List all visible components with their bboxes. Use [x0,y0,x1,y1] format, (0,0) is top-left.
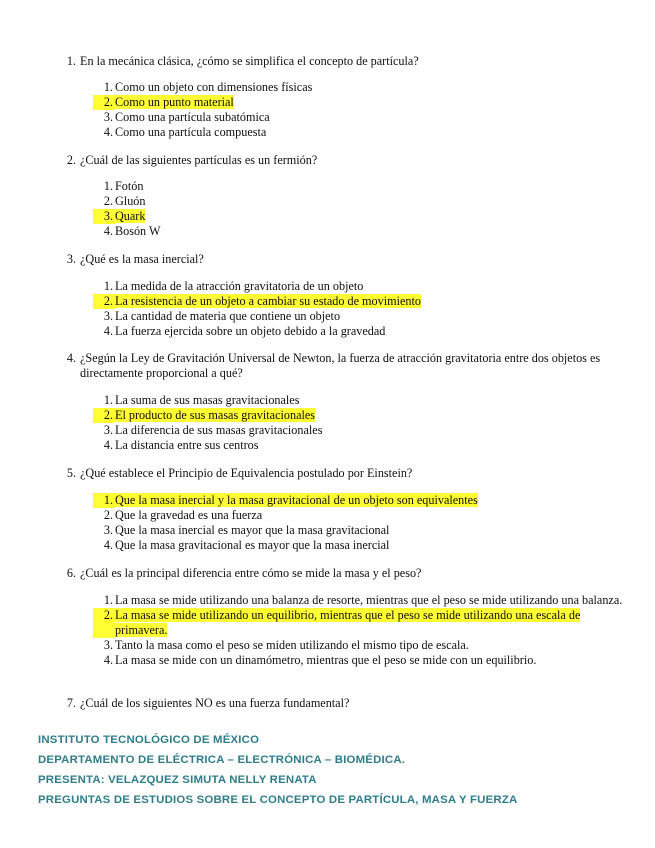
option-number: 4. [103,224,113,238]
option-text: Que la masa inercial es mayor que la masa gravitacional [115,523,390,537]
option-item [93,438,623,453]
option-text: Que la masa gravitacional es mayor que la masa inercial [115,538,390,552]
question-text: ¿Qué es la masa inercial? [80,252,204,266]
option-number: 1. [103,393,113,407]
option-item-answer [93,608,623,638]
option-item [93,393,623,408]
option-item [93,423,623,438]
options-list-5 [93,493,623,553]
option-item [93,125,623,140]
option-text: Bosón W [115,224,161,238]
question-text: ¿Qué establece el Principio de Equivalencia postulado por Einstein? [80,466,413,480]
option-text: La resistencia de un objeto a cambiar su estado de movimiento [115,294,421,308]
document-footer [38,730,638,810]
option-text: La cantidad de materia que contiene un objeto [115,309,341,323]
question-text: ¿Cuál de las siguientes partículas es un fermión? [80,153,318,167]
option-text: Como un punto material [115,95,234,109]
question-text: ¿Cuál es la principal diferencia entre cómo se mide la masa y el peso? [80,566,422,580]
option-item-answer [93,408,623,423]
option-number: 3. [93,209,115,224]
option-item-answer [93,95,623,110]
institution-name: INSTITUTO TECNOLÓGICO DE MÉXICO [38,734,260,746]
option-text: Gluón [115,194,146,208]
option-item [93,593,623,608]
option-number: 2. [103,194,113,208]
option-item [93,224,623,239]
document-subject: PREGUNTAS DE ESTUDIOS SOBRE EL CONCEPTO DE PARTÍCULA, MASA Y FUERZA [38,794,518,806]
question-number: 2. [66,153,76,167]
option-item [93,309,623,324]
option-text: Fotón [115,179,144,193]
option-number: 2. [93,294,115,309]
option-number: 1. [103,593,113,607]
question-3 [54,252,624,267]
option-text: Como una partícula compuesta [115,125,267,139]
option-item [93,638,623,653]
question-number: 4. [66,351,76,365]
question-number: 7. [66,696,76,710]
option-item [93,523,623,538]
option-item [93,194,623,209]
question-number: 5. [66,466,76,480]
option-text: La diferencia de sus masas gravitacionales [115,423,323,437]
option-number: 2. [93,95,115,110]
option-text: Que la gravedad es una fuerza [115,508,263,522]
option-item [93,279,623,294]
question-text: En la mecánica clásica, ¿cómo se simplifica el concepto de partícula? [80,54,419,68]
options-list-4 [93,393,623,453]
options-list-6 [93,593,623,668]
option-text: Como un objeto con dimensiones físicas [115,80,313,94]
option-number: 1. [103,279,113,293]
option-number: 3. [103,110,113,124]
option-number: 4. [103,438,113,452]
option-number: 4. [103,653,113,667]
question-5 [54,466,624,481]
question-6 [54,566,624,581]
option-number: 2. [93,408,115,423]
question-text: ¿Según la Ley de Gravitación Universal de Newton, la fuerza de atracción gravitatoria entre dos objetos es directamente proporcional a qué? [80,351,601,380]
options-list-3 [93,279,623,339]
question-number: 6. [66,566,76,580]
option-item [93,538,623,553]
option-number: 1. [103,179,113,193]
option-item [93,653,623,668]
option-text: La masa se mide utilizando un equilibrio, mientras que el peso se mide utilizando una escala de primavera. [115,608,581,637]
option-number: 3. [103,523,113,537]
question-2 [54,153,624,168]
option-number: 3. [103,423,113,437]
options-list-2 [93,179,623,239]
option-number: 4. [103,324,113,338]
option-item-answer [93,209,623,224]
option-item [93,179,623,194]
question-1 [54,54,624,69]
question-7 [54,696,624,711]
option-number: 4. [103,125,113,139]
option-number: 1. [93,493,115,508]
option-number: 4. [103,538,113,552]
option-text: La masa se mide con un dinamómetro, mientras que el peso se mide con un equilibrio. [115,653,537,667]
option-text: Que la masa inercial y la masa gravitacional de un objeto son equivalentes [115,493,478,507]
option-text: Quark [115,209,146,223]
option-text: La suma de sus masas gravitacionales [115,393,300,407]
option-number: 3. [103,309,113,323]
department-name: DEPARTAMENTO DE ELÉCTRICA – ELECTRÓNICA – BIOMÉDICA. [38,754,406,766]
options-list-1 [93,80,623,140]
option-item [93,508,623,523]
option-number: 1. [103,80,113,94]
option-text: La masa se mide utilizando una balanza de resorte, mientras que el peso se mide utilizando una balanza. [115,593,623,607]
option-item-answer [93,493,623,508]
option-item [93,324,623,339]
author-line: PRESENTA: VELAZQUEZ SIMUTA NELLY RENATA [38,774,317,786]
question-4 [54,351,624,381]
question-number: 1. [66,54,76,68]
option-number: 3. [103,638,113,652]
option-text: El producto de sus masas gravitacionales [115,408,316,422]
option-number: 2. [93,608,115,638]
option-text: La medida de la atracción gravitatoria de un objeto [115,279,364,293]
option-item-answer [93,294,623,309]
option-item [93,110,623,125]
option-text: La distancia entre sus centros [115,438,259,452]
option-text: Como una partícula subatómica [115,110,270,124]
question-text: ¿Cuál de los siguientes NO es una fuerza fundamental? [80,696,350,710]
question-number: 3. [66,252,76,266]
option-item [93,80,623,95]
option-text: Tanto la masa como el peso se miden utilizando el mismo tipo de escala. [115,638,469,652]
option-number: 2. [103,508,113,522]
option-text: La fuerza ejercida sobre un objeto debido a la gravedad [115,324,386,338]
